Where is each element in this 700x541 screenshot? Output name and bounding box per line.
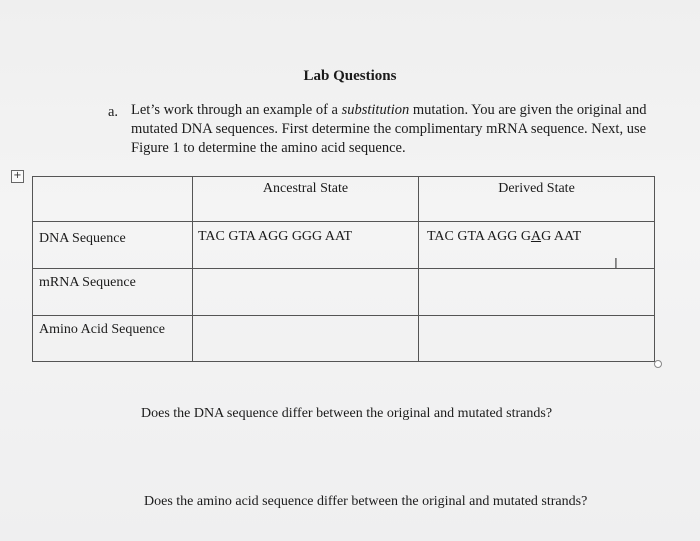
cell-amino-derived[interactable] bbox=[418, 315, 655, 362]
cell-mrna-ancestral[interactable] bbox=[192, 268, 419, 316]
question-letter: a. bbox=[108, 104, 119, 120]
table-header-blank bbox=[32, 176, 193, 222]
row-label-dna: DNA Sequence bbox=[32, 221, 193, 269]
cell-dna-ancestral[interactable]: TAC GTA AGG GGG AAT bbox=[192, 221, 419, 269]
cell-mrna-derived[interactable] bbox=[418, 268, 655, 316]
mutated-base: A bbox=[530, 229, 542, 244]
text-cursor-icon: I bbox=[614, 257, 618, 272]
row-label-mrna: mRNA Sequence bbox=[32, 268, 193, 316]
cell-amino-ancestral[interactable] bbox=[192, 315, 419, 362]
table-resize-handle[interactable] bbox=[654, 360, 662, 368]
sequence-table bbox=[32, 176, 655, 362]
followup-question-amino: Does the amino acid sequence differ between the original and mutated strands? bbox=[144, 494, 588, 509]
question-text-part-2: mutation. You are given the original and mutated DNA sequences. First determine the complimentary mRNA sequence. Next, use Figure 1 to determine the amino acid sequence. bbox=[131, 102, 647, 156]
followup-question-dna: Does the DNA sequence differ between the original and mutated strands? bbox=[141, 406, 553, 421]
table-header-ancestral: Ancestral State bbox=[192, 176, 419, 222]
derived-seq-prefix: TAC GTA AGG G bbox=[427, 229, 531, 244]
plus-box-icon[interactable]: + bbox=[11, 170, 24, 183]
row-label-amino-acid: Amino Acid Sequence bbox=[32, 315, 193, 362]
cell-dna-derived[interactable] bbox=[418, 221, 655, 269]
question-text-part-1: Let’s work through an example of a bbox=[131, 102, 342, 118]
derived-seq-suffix: G AAT bbox=[541, 229, 582, 244]
page-title: Lab Questions bbox=[303, 68, 397, 84]
table-header-derived: Derived State bbox=[418, 176, 655, 222]
question-emphasis: substitution bbox=[341, 102, 410, 118]
question-text bbox=[131, 101, 656, 158]
